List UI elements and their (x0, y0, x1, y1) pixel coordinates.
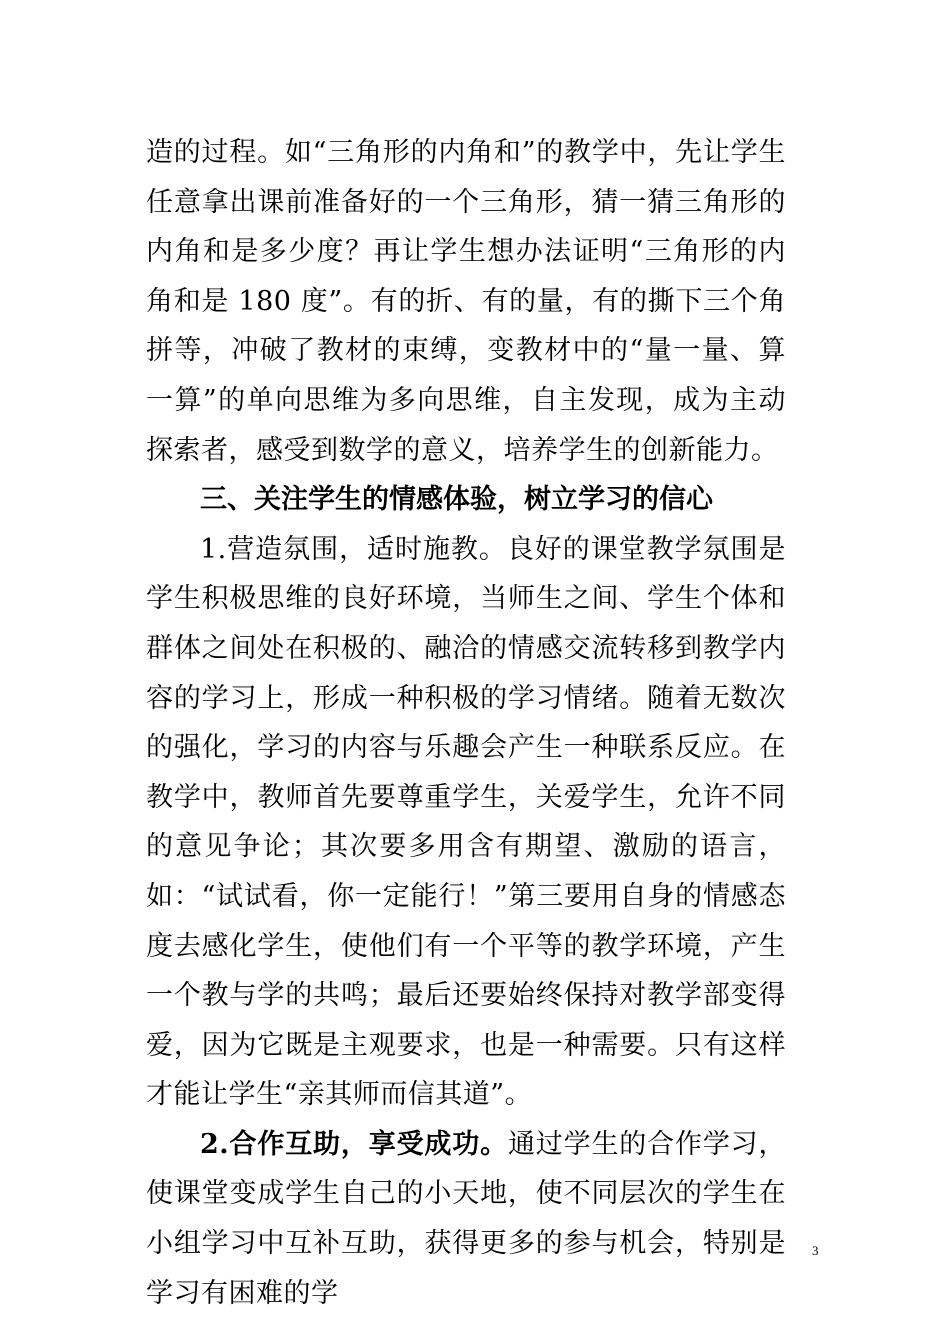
paragraph-triangle-example: 造的过程。如“三角形的内角和”的教学中，先让学生任意拿出课前准备好的一个三角形，猜一猜三角形的内角和是多少度？再让学生想办法证明“三角形的内角和是 180 度”。有的折、有的量，有的撕下三个角拼等，冲破了教材的束缚，变教材中的“量一量、算一算”的单向思维为多向思维，自主发现，成为主动探索者，感受到数学的意义，培养学生的创新能力。 (146, 137, 786, 466)
paragraph-cooperation-lead: 2.合作互助，享受成功。 (200, 1128, 508, 1160)
section-heading-3: 三、关注学生的情感体验，树立学习的信心 (200, 484, 713, 516)
document-body (146, 128, 786, 1318)
paragraph-cooperation-body: 通过学生的合作学习，使课堂变成学生自己的小天地，使不同层次的学生在小组学习中互补互助，获得更多的参与机会，特别是学习有困难的学 (146, 1128, 787, 1309)
paragraph-atmosphere: 1.营造氛围，适时施教。良好的课堂教学氛围是学生积极思维的良好环境，当师生之间、学生个体和群体之间处在积极的、融洽的情感交流转移到教学内容的学习上，形成一种积极的学习情绪。随着无数次的强化，学习的内容与乐趣会产生一种联系反应。在教学中，教师首先要尊重学生，关爱学生，允许不同的意见争论；其次要多用含有期望、激励的语言，如：“试试看，你一定能行！”第三要用自身的情感态度去感化学生，使他们有一个平等的教学环境，产生一个教与学的共鸣；最后还要始终保持对教学部变得爱，因为它既是主观要求，也是一种需要。只有这样才能让学生“亲其师而信其道”。 (146, 533, 786, 1111)
page-number: 3 (812, 1243, 819, 1258)
paragraph-cooperation (146, 1120, 786, 1318)
